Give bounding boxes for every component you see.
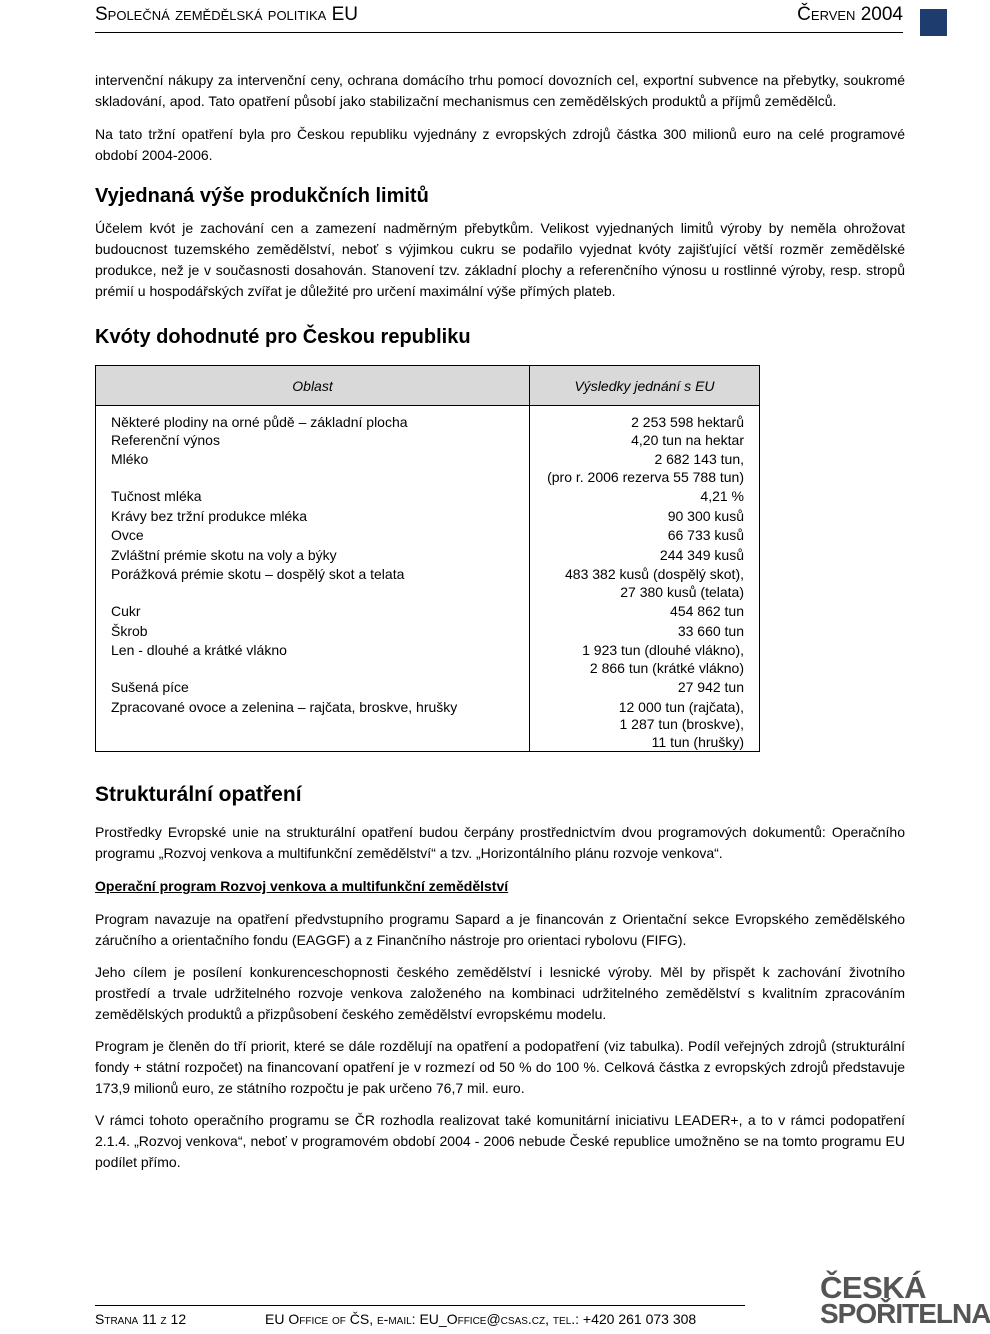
table-cell-result: (pro r. 2006 rezerva 55 788 tun) bbox=[530, 469, 760, 489]
structural-paragraph-2: Program navazuje na opatření předvstupního programu Sapard a je financován z Orientační sekce Evropského zemědělského záručního a orientačního fondu (EAGGF) a z Finančního nástroje pro orientaci rybolovu (FIFG). bbox=[95, 911, 905, 948]
intro-paragraph-2: Na tato tržní opatření byla pro Českou republiku vyjednány z evropských zdrojů částka 300 milionů euro na celé programové období 2004-2006. bbox=[95, 126, 905, 163]
table-cell-area: Cukr bbox=[96, 603, 530, 623]
table-cell-result: 4,20 tun na hektar bbox=[530, 432, 760, 452]
limits-paragraph: Účelem kvót je zachování cen a zamezení nadměrným přebytkům. Velikost vyjednaných limitů výroby by neměla ohrožovat budoucnost tuzemského zemědělství, neboť s výjimkou cukru se podařilo vyjednat kvóty zajišťující větší rozměr zemědělské produkce, než je v současnosti dosahován. Stanovení tzv. základní plochy a referenčního výnosu u rostlinné výroby, resp. stropů prémií u hospodářských zvířat je důležité pro určení maximální výše přímých plateb. bbox=[95, 220, 905, 299]
col-header-area: Oblast bbox=[96, 366, 530, 406]
table-cell-area: Krávy bez tržní produkce mléka bbox=[96, 508, 530, 528]
page-header bbox=[95, 0, 903, 33]
table-cell-result: 12 000 tun (rajčata), bbox=[530, 699, 760, 717]
table-cell-result: 1 287 tun (broskve), bbox=[530, 716, 760, 734]
limits-heading: Vyjednaná výše produkčních limitů bbox=[95, 185, 429, 207]
structural-paragraph-1: Prostředky Evropské unie na strukturální opatření budou čerpány prostřednictvím dvou programových dokumentů: Operačního programu „Rozvoj venkova a multifunkční zemědělství“ a tzv. „Horizontálního plánu rozvoje venkova“. bbox=[95, 824, 905, 861]
table-cell-result: 454 862 tun bbox=[530, 603, 760, 623]
table-cell-area bbox=[96, 716, 530, 734]
structural-paragraph-4: Program je členěn do tří priorit, které se dále rozdělují na opatření a podopatření (viz tabulka). Podíl veřejných zdrojů (strukturální fondy + státní rozpočet) na financovaní opatření je v rozmezí od 50 % do 100 %. Celková částka z evropských zdrojů představuje 173,9 milionů euro, ze státního rozpočtu je pak určeno 76,7 mil. euro. bbox=[95, 1038, 905, 1096]
program-subheading: Operační program Rozvoj venkova a multifunkční zemědělství bbox=[95, 878, 509, 894]
col-header-result: Výsledky jednání s EU bbox=[530, 366, 760, 406]
structural-heading: Strukturální opatření bbox=[95, 783, 302, 806]
table-cell-result: 4,21 % bbox=[530, 488, 760, 508]
table-cell-area: Zpracované ovoce a zelenina – rajčata, broskve, hrušky bbox=[96, 699, 530, 717]
table-cell-area: Ovce bbox=[96, 527, 530, 547]
table-cell-result: 483 382 kusů (dospělý skot), bbox=[530, 566, 760, 584]
structural-paragraph-3: Jeho cílem je posílení konkurenceschopnosti českého zemědělství i lesnické výroby. Měl by přispět k zachování životního prostředí a trvale udržitelného rozvoje venkova založeného na kombinaci udržitelného zemědělství s kvalitním zpracováním zemědělských produktů a přizpůsobení českého zemědělství evropskému modelu. bbox=[95, 964, 905, 1022]
table-cell-result: 244 349 kusů bbox=[530, 547, 760, 567]
structural-section bbox=[95, 782, 905, 1173]
footer-contact: EU Office of ČS, e-mail: EU_Office@csas.cz, tel.: +420 261 073 308 bbox=[265, 1311, 697, 1327]
table-cell-result: 11 tun (hrušky) bbox=[530, 734, 760, 752]
table-cell-area: Některé plodiny na orné půdě – základní plocha bbox=[96, 414, 530, 432]
table-cell-area: Škrob bbox=[96, 623, 530, 643]
table-cell-area: Tučnost mléka bbox=[96, 488, 530, 508]
quotas-heading: Kvóty dohodnuté pro Českou republiku bbox=[95, 326, 471, 348]
table-cell-area bbox=[96, 469, 530, 489]
bank-logo: ČESKÁ SPOŘITELNA bbox=[820, 1270, 990, 1329]
footer-divider bbox=[95, 1305, 745, 1306]
table-cell-area bbox=[96, 660, 530, 680]
header-date: Červen 2004 bbox=[797, 4, 903, 25]
table-cell-area: Porážková prémie skotu – dospělý skot a telata bbox=[96, 566, 530, 584]
table-cell-result: 2 866 tun (krátké vlákno) bbox=[530, 660, 760, 680]
table-cell-area bbox=[96, 584, 530, 604]
table-cell-area: Zvláštní prémie skotu na voly a býky bbox=[96, 547, 530, 567]
header-title: Společná zemědělská politika EU bbox=[95, 4, 358, 25]
page-content bbox=[95, 70, 905, 350]
table-cell-area: Referenční výnos bbox=[96, 432, 530, 452]
table-cell-area: Len - dlouhé a krátké vlákno bbox=[96, 642, 530, 660]
table-cell-result: 1 923 tun (dlouhé vlákno), bbox=[530, 642, 760, 660]
table-cell-result: 2 682 143 tun, bbox=[530, 451, 760, 469]
table-cell-area: Mléko bbox=[96, 451, 530, 469]
header-accent-square bbox=[920, 9, 947, 36]
quota-table bbox=[95, 365, 760, 752]
table-cell-result: 90 300 kusů bbox=[530, 508, 760, 528]
table-cell-result: 2 253 598 hektarů bbox=[530, 414, 760, 432]
table-cell-result: 27 942 tun bbox=[530, 679, 760, 699]
footer-page-number: Strana 11 z 12 bbox=[95, 1311, 187, 1327]
table-cell-result: 66 733 kusů bbox=[530, 527, 760, 547]
table-cell-result: 33 660 tun bbox=[530, 623, 760, 643]
table-cell-area: Sušená píce bbox=[96, 679, 530, 699]
structural-paragraph-5: V rámci tohoto operačního programu se ČR rozhodla realizovat také komunitární iniciativu LEADER+, a to v rámci podopatření 2.1.4. „Rozvoj venkova“, neboť v programovém období 2004 - 2006 nebude České republice umožněno se na tomto programu EU podílet přímo. bbox=[95, 1112, 905, 1170]
intro-paragraph-1: intervenční nákupy za intervenční ceny, ochrana domácího trhu pomocí dovozních cel, exportní subvence na přebytky, soukromé skladování, apod. Tato opatření působí jako stabilizační mechanismus cen zemědělských produktů a příjmů zemědělců. bbox=[95, 72, 905, 109]
table-cell-result: 27 380 kusů (telata) bbox=[530, 584, 760, 604]
table-cell-area bbox=[96, 734, 530, 752]
